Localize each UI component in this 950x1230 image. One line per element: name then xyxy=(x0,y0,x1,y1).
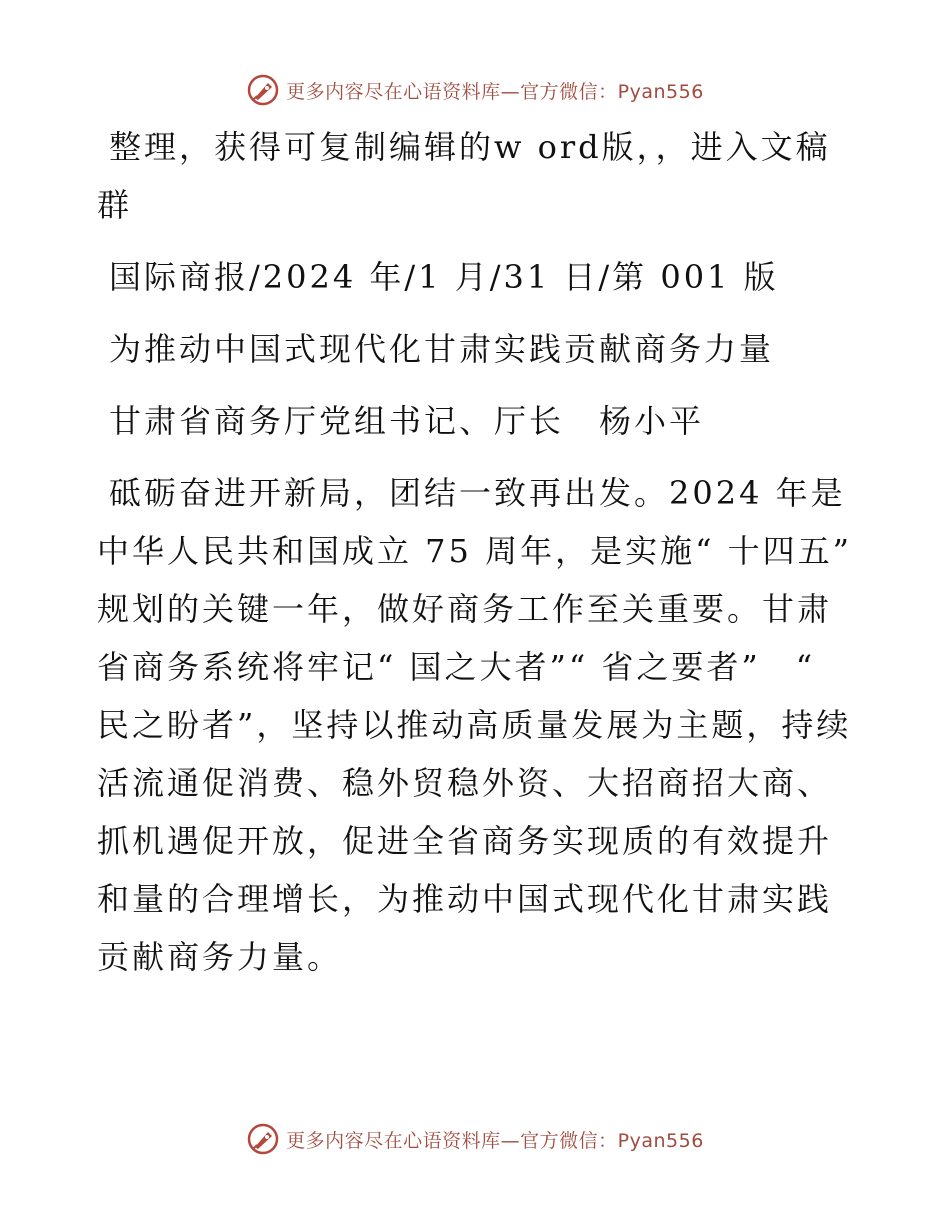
pen-nib-logo-icon xyxy=(246,1122,280,1156)
body-paragraph: 砥砺奋进开新局，团结一致再出发。2024 年是中华人民共和国成立 75 周年，是实施“ 十四五” 规划的关键一年，做好商务工作至关重要。甘肃省商务系统将牢记“ 国之大者”“ 省之要者” “ 民之盼者”，坚持以推动高质量发展为主题，持续活流通促消费、稳外贸稳外资、大招商招大商、抓机遇促开放，促进全省商务实现质的有效提升和量的合理增长，为推动中国式现代化甘肃实践贡献商务力量。 xyxy=(97,474,852,976)
footer-watermark-banner xyxy=(0,1119,950,1159)
pen-nib-logo-icon xyxy=(246,73,280,107)
header-watermark-banner xyxy=(0,70,950,110)
banner-text: 更多内容尽在心语资料库—官方微信：Pyan556 xyxy=(286,1129,704,1152)
document-body xyxy=(97,118,857,986)
banner-text: 更多内容尽在心语资料库—官方微信：Pyan556 xyxy=(286,80,704,103)
article-title: 为推动中国式现代化甘肃实践贡献商务力量 xyxy=(109,330,775,368)
intro-paragraph: 整理，获得可复制编辑的w ord版，，进入文稿群 xyxy=(97,128,831,224)
source-line: 国际商报/2024 年/1 月/31 日/第 001 版 xyxy=(109,258,779,296)
author-line: 甘肃省商务厅党组书记、厅长 杨小平 xyxy=(109,402,705,440)
